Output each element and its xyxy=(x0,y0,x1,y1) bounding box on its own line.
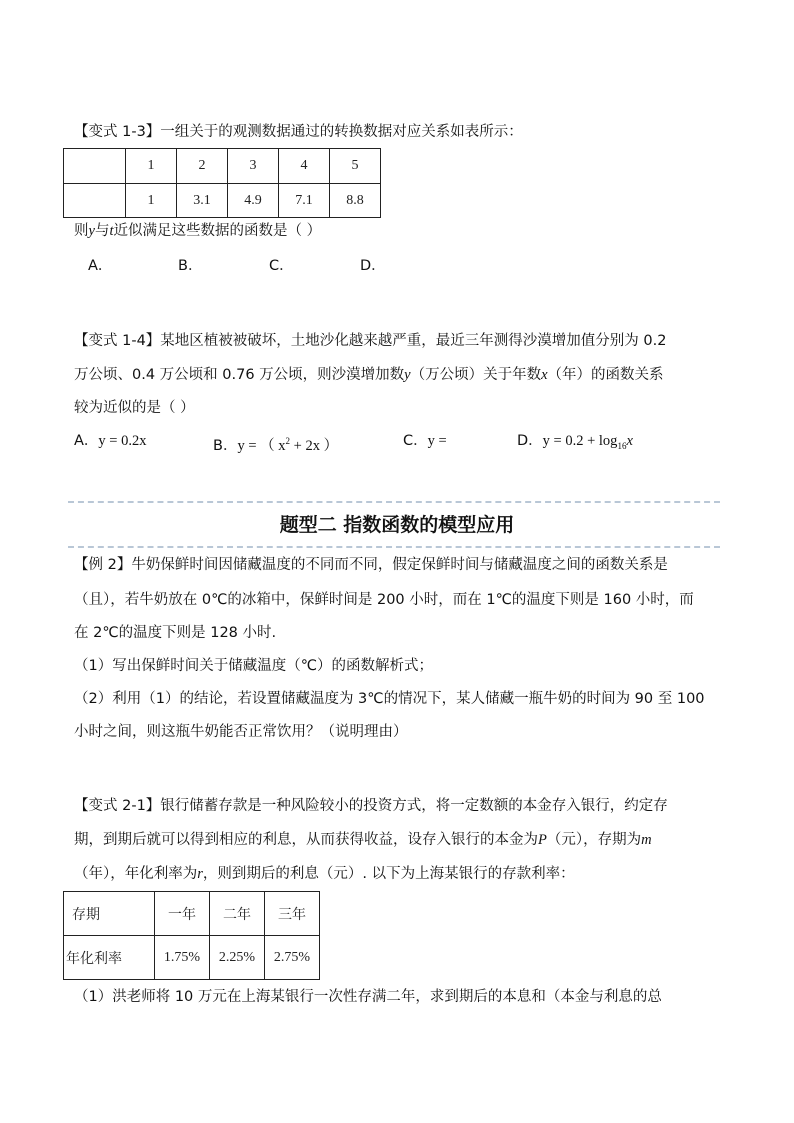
variant-text: 某地区植被被破坏，土地沙化越来越严重，最近三年测得沙漠增加值分别为 0.2 xyxy=(160,333,667,349)
example-2-question-2: （2）利用（1）的结论，若设置储藏温度为 3℃的情况下，某人储藏一瓶牛奶的时间为 90 至 100 xyxy=(74,691,705,707)
table-cell: 8.8 xyxy=(330,184,381,218)
table-row xyxy=(64,149,381,184)
variant-text: （万公顷）关于年数 xyxy=(410,367,542,383)
question-text: 近似满足这些数据的函数是（ ） xyxy=(113,223,322,239)
table-cell: 3 xyxy=(228,149,279,184)
var-y: y xyxy=(404,367,411,383)
var-p: P xyxy=(538,832,547,848)
var-r: r xyxy=(197,866,203,882)
table-cell: 1.75% xyxy=(155,936,210,980)
option-a: A． xyxy=(88,258,113,274)
table-cell xyxy=(64,184,126,218)
table-row xyxy=(64,936,320,980)
option-expr: y = 0.2 + log xyxy=(542,433,618,449)
table-cell: 7.1 xyxy=(279,184,330,218)
option-label: C． xyxy=(403,433,428,449)
observation-table xyxy=(63,148,381,218)
variant-2-1-line-1 xyxy=(74,796,668,816)
table-cell: 1 xyxy=(126,149,177,184)
variant-1-3-prompt xyxy=(74,122,523,142)
example-2-line-2: （且），若牛奶放在 0℃的冰箱中，保鲜时间是 200 小时，而在 1℃的温度下则是 160 小时，而 xyxy=(74,592,694,608)
section-divider-bottom xyxy=(68,546,720,548)
option-expr: + 2x ） xyxy=(290,437,339,454)
table-cell: 2.25% xyxy=(210,936,265,980)
var-x: x xyxy=(626,433,633,449)
table-header-cell: 三年 xyxy=(265,892,320,936)
table-header-cell: 二年 xyxy=(210,892,265,936)
variant-text: （元），存期为 xyxy=(546,832,642,848)
interest-rate-table xyxy=(63,891,320,980)
table-header-cell: 存期 xyxy=(64,892,155,936)
var-t: t xyxy=(109,223,114,239)
variant-label: 【变式 1-4】 xyxy=(74,333,161,349)
table-header-cell: 一年 xyxy=(155,892,210,936)
option-expr: y = 0.2x xyxy=(98,433,147,449)
example-2-line-3: 在 2℃的温度下则是 128 小时. xyxy=(74,625,277,641)
variant-label: 【变式 2-1】 xyxy=(74,798,161,814)
table-cell: 3.1 xyxy=(177,184,228,218)
example-2-question-2-cont: 小时之间，则这瓶牛奶能否正常饮用？（说明理由） xyxy=(74,724,408,740)
table-row xyxy=(64,184,381,218)
variant-2-1-line-2 xyxy=(74,830,652,850)
variant-text: 一组关于的观测数据通过的转换数据对应关系如表所示： xyxy=(160,124,523,140)
table-cell: 2 xyxy=(177,149,228,184)
option-d: D． xyxy=(360,258,386,274)
option-label: B． xyxy=(213,437,238,454)
section-divider-top xyxy=(68,501,720,503)
variant-text: （年）的函数关系 xyxy=(547,367,664,383)
variant-text: 期，到期后就可以得到相应的利息，从而获得收益，设存入银行的本金为 xyxy=(74,832,538,848)
option-c: C． xyxy=(269,258,294,274)
log-base: 16 xyxy=(617,440,627,451)
option-expr: y = xyxy=(427,433,447,449)
table-cell: 5 xyxy=(330,149,381,184)
variant-1-4-line-3: 较为近似的是（ ） xyxy=(74,400,195,416)
table-cell: 2.75% xyxy=(265,936,320,980)
variant-label: 【变式 1-3】 xyxy=(74,124,161,140)
exponent: 2 xyxy=(285,436,291,446)
option-b: B． xyxy=(178,258,203,274)
example-label: 【例 2】 xyxy=(74,557,132,573)
variant-text: 万公顷、0.4 万公顷和 0.76 万公顷，则沙漠增加数 xyxy=(74,367,405,383)
option-c xyxy=(403,431,447,451)
example-text: 牛奶保鲜时间因储藏温度的不同而不同，假定保鲜时间与储藏温度之间的函数关系是 xyxy=(131,557,668,573)
table-cell: 4.9 xyxy=(228,184,279,218)
table-cell: 年化利率 xyxy=(64,936,155,980)
variant-1-4-line-1 xyxy=(74,331,666,351)
variant-text: 银行储蓄存款是一种风险较小的投资方式，将一定数额的本金存入银行，约定存 xyxy=(160,798,668,814)
table-row xyxy=(64,892,320,936)
variant-1-3-question xyxy=(74,221,321,241)
variant-text: ，则到期后的利息（元）. 以下为上海某银行的存款利率： xyxy=(202,866,575,882)
var-y: y xyxy=(88,223,95,239)
option-label: A． xyxy=(74,433,99,449)
question-text: 与 xyxy=(94,223,110,239)
table-cell xyxy=(64,149,126,184)
variant-1-4-line-2 xyxy=(74,365,664,385)
option-label: D． xyxy=(517,433,543,449)
option-a xyxy=(74,431,146,451)
table-cell: 4 xyxy=(279,149,330,184)
section-title: 题型二 指数函数的模型应用 xyxy=(279,514,515,536)
variant-2-1-question-1: （1）洪老师将 10 万元在上海某银行一次性存满二年，求到期后的本息和（本金与利息的总 xyxy=(74,989,662,1005)
table-cell: 1 xyxy=(126,184,177,218)
option-d xyxy=(517,431,633,456)
variant-2-1-line-3 xyxy=(74,864,575,884)
question-text: 则 xyxy=(74,223,89,239)
variant-text: （年），年化利率为 xyxy=(74,866,198,882)
var-m: m xyxy=(641,832,652,848)
example-2-question-1: （1）写出保鲜时间关于储藏温度（℃）的函数解析式； xyxy=(74,658,434,674)
option-expr: y = （ x xyxy=(237,437,286,454)
option-b xyxy=(213,431,338,456)
var-x: x xyxy=(541,367,548,383)
example-2-line-1 xyxy=(74,555,668,575)
